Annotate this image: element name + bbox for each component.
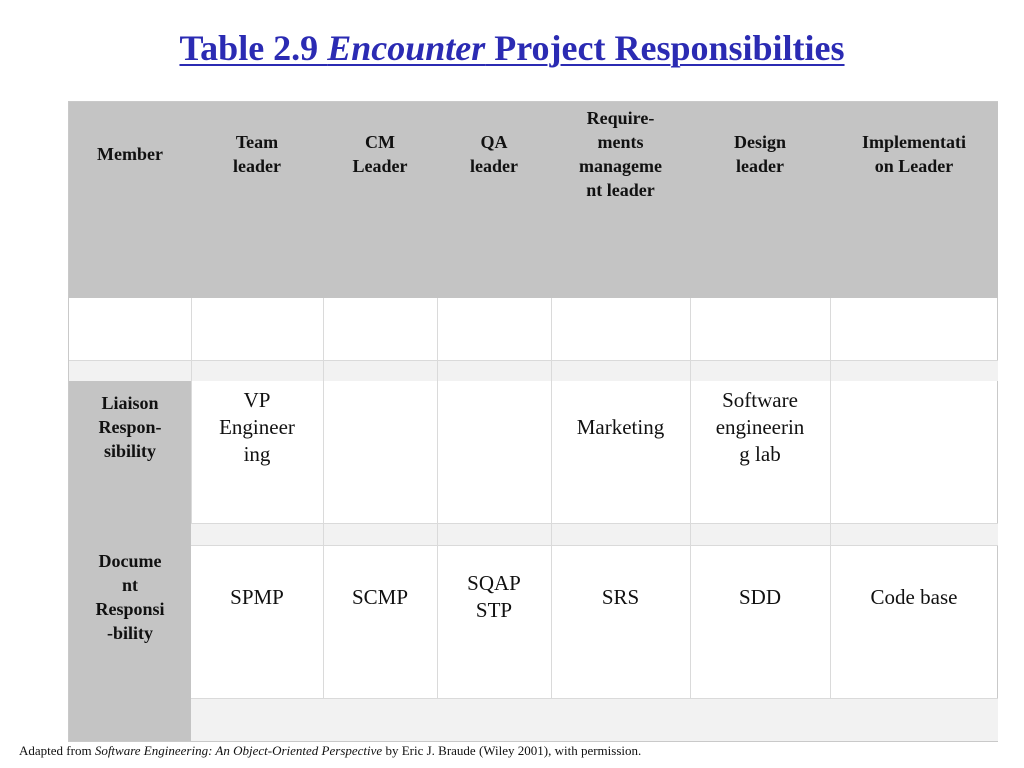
header-team-leader: Team leader <box>233 132 281 176</box>
cell-document-implementation-leader: Code base <box>870 584 958 609</box>
grid-line <box>69 360 998 361</box>
title-underline <box>179 28 844 68</box>
title-italic: Encounter <box>327 28 486 68</box>
header-qa-leader: QA leader <box>470 132 518 176</box>
title-suffix: Project Responsibilties <box>485 28 845 68</box>
cell-document-requirements-leader: SRS <box>601 584 640 609</box>
title-prefix: Table 2.9 <box>179 28 328 68</box>
header-cm-leader: CM Leader <box>352 132 408 176</box>
grid-line <box>191 523 998 524</box>
cell-liaison-requirements-leader: Marketing <box>576 414 665 439</box>
header-requirements-leader: Require- ments manageme nt leader <box>579 108 662 200</box>
row-label-liaison: Liaison Respon- sibility <box>98 393 162 461</box>
row-divider-strip <box>191 523 998 545</box>
footer-prefix: Adapted from <box>19 743 95 758</box>
footer-suffix: by Eric J. Braude (Wiley 2001), with permission. <box>382 743 642 758</box>
slide-title <box>0 26 1024 70</box>
source-footnote <box>19 743 641 759</box>
header-implementation-leader: Implementati on Leader <box>862 132 966 176</box>
cell-document-cm-leader: SCMP <box>351 584 409 609</box>
responsibilities-table <box>68 101 998 742</box>
bottom-strip <box>191 698 998 741</box>
cell-liaison-team-leader: VP Engineer ing <box>219 387 295 466</box>
spacer-strip <box>69 360 998 381</box>
cell-liaison-design-leader: Software engineerin g lab <box>715 387 805 466</box>
row-label-document: Docume nt Responsi -bility <box>95 551 165 643</box>
header-member: Member <box>97 144 163 164</box>
cell-document-qa-leader: SQAP STP <box>467 571 521 622</box>
cell-liaison-qa-leader <box>437 381 551 473</box>
footer-book-title: Software Engineering: An Object-Oriented Perspective <box>94 743 383 758</box>
cell-liaison-implementation-leader <box>830 381 998 473</box>
grid-line <box>191 698 998 699</box>
cell-liaison-cm-leader <box>323 381 437 473</box>
cell-document-team-leader: SPMP <box>230 584 284 609</box>
cell-document-design-leader: SDD <box>738 584 781 609</box>
header-design-leader: Design leader <box>733 132 786 176</box>
